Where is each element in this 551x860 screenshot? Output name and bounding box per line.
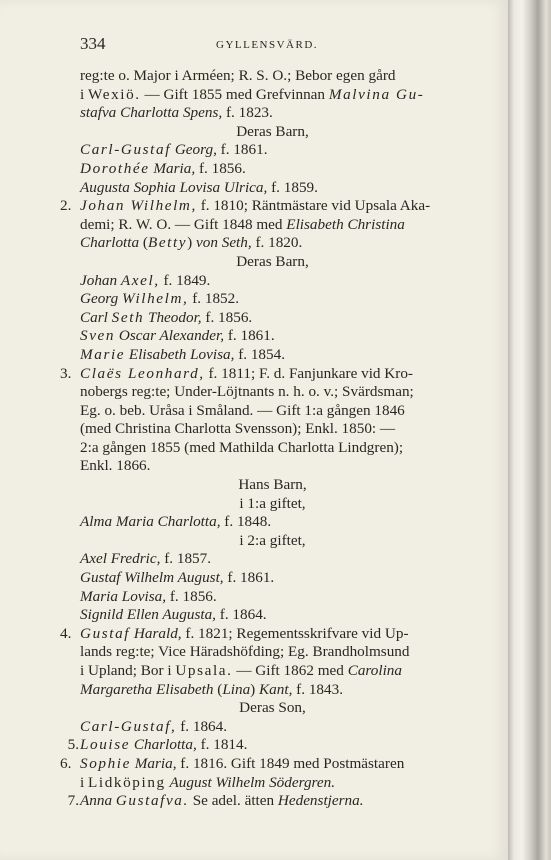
text-line xyxy=(60,439,485,458)
text-segment: Elisabeth Christina xyxy=(286,215,405,233)
text-segment: Seth xyxy=(111,308,145,326)
text-segment: Louise xyxy=(80,736,131,754)
text-line xyxy=(60,290,485,309)
text-segment: Theodor, xyxy=(148,308,202,326)
text-segment: Signild Ellen Augusta, xyxy=(80,606,216,624)
text-segment: Gustaf xyxy=(80,624,131,642)
text-line xyxy=(60,234,485,253)
text-segment: f. 1810; Räntmästare vid Upsala Aka- xyxy=(196,197,431,215)
text-segment: i 2:a giftet, xyxy=(239,531,306,549)
text-segment: Eg. o. beb. Uråsa i Småland. — Gift 1:a gången 1846 xyxy=(80,401,405,419)
text-segment: lands reg:te; Vice Häradshöfding; Eg. Brandholmsund xyxy=(80,643,410,661)
text-segment: f. 1861. xyxy=(223,569,275,587)
text-line xyxy=(60,513,485,532)
text-segment: f. 1859. xyxy=(267,178,318,196)
text-segment: Charlotta xyxy=(80,234,140,252)
text-segment: Lina xyxy=(222,680,251,698)
text-line xyxy=(60,160,485,179)
text-segment: f. 1814. xyxy=(196,736,248,754)
text-segment: Anna xyxy=(80,792,113,810)
text-line xyxy=(60,699,485,718)
text-line xyxy=(60,253,485,272)
text-segment: f. 1848. xyxy=(220,513,272,531)
text-segment: Betty xyxy=(147,234,188,252)
text-segment: Carl xyxy=(80,308,108,326)
text-segment: Alma Maria Charlotta, xyxy=(80,513,221,531)
text-segment: Kant, xyxy=(259,680,293,698)
text-line xyxy=(60,495,485,514)
text-segment: f. 1861. xyxy=(224,327,275,345)
text-line xyxy=(60,625,485,644)
page-number: 334 xyxy=(80,34,106,53)
text-line xyxy=(60,550,485,569)
text-segment: f. 1843. xyxy=(292,680,343,698)
text-segment: reg:te o. Major i Arméen; R. S. O.; Bebor egen gård xyxy=(80,67,396,84)
text-segment: August Wilhelm Södergren. xyxy=(169,773,336,791)
text-line xyxy=(60,67,485,86)
text-line xyxy=(60,420,485,439)
text-segment: i xyxy=(80,85,89,103)
text-segment: Deras Barn, xyxy=(236,252,309,270)
text-segment: f. 1820. xyxy=(251,234,303,252)
entry-number: 3. xyxy=(60,364,72,382)
entry-number: 6. xyxy=(60,754,72,772)
text-segment: Sophie xyxy=(80,754,131,772)
text-segment: f. 1856. xyxy=(195,159,246,177)
text-line xyxy=(60,792,485,811)
text-segment: ) xyxy=(250,680,260,698)
text-segment: Wexiö. xyxy=(88,85,141,103)
text-line xyxy=(60,309,485,328)
text-line xyxy=(60,588,485,607)
text-segment: f. 1811; F. d. Fanjunkare vid Kro- xyxy=(204,364,413,382)
text-segment: Elisabeth Lovisa, xyxy=(128,345,235,363)
genealogy-text xyxy=(60,67,485,811)
text-segment: i xyxy=(80,773,89,791)
text-line xyxy=(60,365,485,384)
text-segment: f. 1852. xyxy=(188,290,240,308)
text-segment: f. 1854. xyxy=(234,345,286,363)
text-segment: Malvina Gu- xyxy=(328,85,425,103)
text-segment: Carl-Gustaf xyxy=(80,141,172,159)
text-segment: i 1:a giftet, xyxy=(239,494,306,512)
text-segment: 2:a gången 1855 (med Mathilda Charlotta Lindgren); xyxy=(80,438,404,456)
text-segment: f. 1864. xyxy=(176,717,228,735)
text-segment: f. 1864. xyxy=(215,606,267,624)
text-line xyxy=(60,681,485,700)
text-line xyxy=(60,141,485,160)
page-header xyxy=(80,34,448,58)
text-line xyxy=(60,532,485,551)
text-segment: Johan xyxy=(80,271,118,289)
text-line xyxy=(60,402,485,421)
text-segment: stafva Charlotta Spens, xyxy=(80,104,223,122)
text-line xyxy=(60,662,485,681)
entry-number: 7. xyxy=(67,792,79,810)
text-segment: Se adel. ätten xyxy=(188,792,278,810)
entry-number: 5. xyxy=(67,736,79,754)
text-segment: demi; R. W. O. — Gift 1848 med xyxy=(80,215,287,233)
text-segment: Carolina xyxy=(347,662,402,679)
text-segment: f. 1821; Regementsskrifvare vid Up- xyxy=(181,624,409,642)
text-line xyxy=(60,123,485,142)
text-segment: Marie xyxy=(80,345,126,363)
text-segment: Johan Wilhelm, xyxy=(80,197,197,215)
text-line xyxy=(60,457,485,476)
text-segment: Hedenstjerna. xyxy=(277,792,364,810)
text-line xyxy=(60,718,485,737)
text-segment: f. 1849. xyxy=(159,271,211,289)
text-segment: (med Christina Charlotta Svensson); Enkl. 1850: — xyxy=(80,420,396,438)
text-segment: Gustafva. xyxy=(115,792,189,810)
text-line xyxy=(60,104,485,123)
text-segment: Georg xyxy=(80,290,119,308)
text-line xyxy=(60,327,485,346)
text-segment: Deras Barn, xyxy=(236,122,309,140)
text-segment: Carl-Gustaf, xyxy=(80,717,177,735)
text-segment: i Upland; Bor i xyxy=(80,662,176,679)
text-segment: Axel, xyxy=(120,271,160,289)
running-head: GYLLENSVÄRD. xyxy=(216,39,319,51)
text-segment: Hans Barn, xyxy=(238,476,307,494)
text-segment: Maria, xyxy=(153,159,196,177)
text-segment: Enkl. 1866. xyxy=(80,457,151,475)
text-line xyxy=(60,272,485,291)
text-segment: Wilhelm, xyxy=(122,290,189,308)
text-line xyxy=(60,476,485,495)
text-segment: Dorothée xyxy=(80,159,150,177)
text-segment: Upsala. xyxy=(175,662,233,679)
text-segment: Georg, xyxy=(174,141,217,159)
text-segment: Axel Fredric, xyxy=(80,550,161,568)
text-segment: Oscar Alexander, xyxy=(118,327,225,345)
text-segment: Charlotta, xyxy=(133,736,197,754)
text-segment: f. 1861. xyxy=(216,141,268,159)
text-segment: Maria, xyxy=(134,754,177,772)
entry-number: 4. xyxy=(60,624,72,642)
text-line xyxy=(60,643,485,662)
text-segment: Margaretha Elisabeth xyxy=(80,680,214,698)
text-segment: f. 1856. xyxy=(201,308,253,326)
text-line xyxy=(60,736,485,755)
text-line xyxy=(60,179,485,198)
text-line xyxy=(60,606,485,625)
text-line xyxy=(60,216,485,235)
text-segment: ) xyxy=(187,234,196,252)
text-segment: Claës Leonhard, xyxy=(80,364,205,382)
text-segment: f. 1816. Gift 1849 med Postmästaren xyxy=(176,754,405,772)
text-line xyxy=(60,569,485,588)
text-segment: f. 1857. xyxy=(160,550,212,568)
text-segment: nobergs reg:te; Under-Löjtnants n. h. o. v.; Svärdsman; xyxy=(80,383,414,401)
text-line xyxy=(60,755,485,774)
text-segment: — Gift 1855 med Grefvinnan xyxy=(140,85,329,103)
text-segment: ( xyxy=(213,680,223,698)
text-segment: f. 1823. xyxy=(222,104,273,122)
text-segment: ( xyxy=(139,234,148,252)
text-line xyxy=(60,346,485,365)
text-segment: Lidköping xyxy=(88,773,166,791)
text-segment: Deras Son, xyxy=(239,699,306,717)
text-line xyxy=(60,774,485,793)
text-segment: f. 1856. xyxy=(166,587,217,605)
text-segment: — Gift 1862 med xyxy=(232,662,348,679)
text-line xyxy=(60,383,485,402)
text-segment: von Seth, xyxy=(196,234,252,252)
text-segment: Harald, xyxy=(133,624,182,642)
text-segment: Gustaf Wilhelm August, xyxy=(80,569,224,587)
text-segment: Augusta Sophia Lovisa Ulrica, xyxy=(80,178,268,196)
text-segment: Maria Lovisa, xyxy=(80,587,167,605)
text-line xyxy=(60,197,485,216)
page-edge xyxy=(508,0,551,860)
text-line xyxy=(60,86,485,105)
text-segment: Sven xyxy=(80,327,116,345)
entry-number: 2. xyxy=(60,197,72,215)
